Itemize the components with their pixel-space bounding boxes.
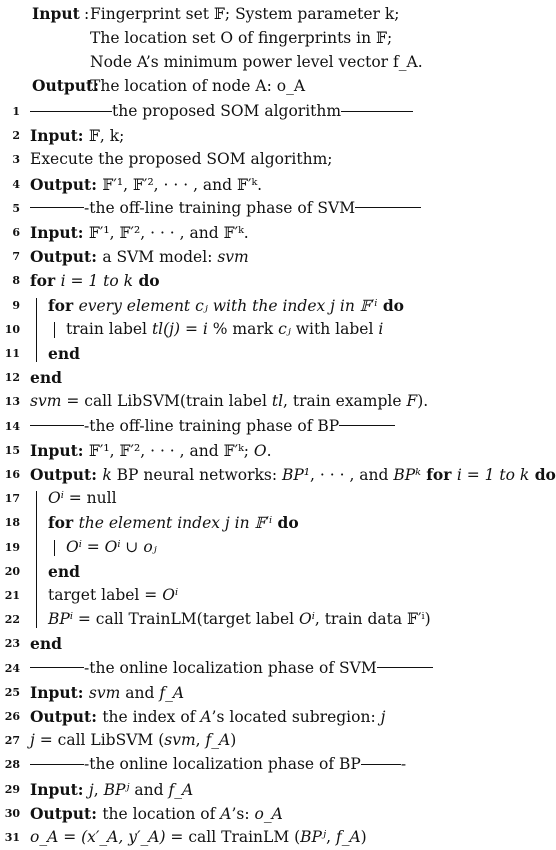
line-token: the index of — [102, 708, 201, 726]
line-token: Oⁱ — [162, 586, 179, 604]
algorithm-line — [0, 802, 505, 826]
algorithm-line — [0, 584, 505, 608]
line-token: do — [272, 513, 299, 533]
line-token: Oⁱ — [299, 610, 315, 629]
line-token: do — [529, 465, 556, 484]
algorithm-line — [0, 657, 505, 681]
line-token: every element cⱼ with the index j in 𝔽′ⁱ — [78, 296, 378, 315]
algorithm-line — [0, 342, 505, 366]
line-token: = call TrainLM ( — [165, 828, 301, 846]
line-token: cⱼ — [278, 319, 291, 338]
line-number: 1 — [12, 105, 20, 118]
separator-rule — [339, 425, 395, 426]
line-number: 9 — [12, 298, 20, 312]
algorithm-line — [0, 415, 505, 439]
algorithm-line — [0, 463, 556, 487]
line-token: f_A — [168, 780, 194, 799]
algorithm-line — [0, 221, 505, 245]
algorithm-line — [0, 390, 505, 414]
line-number: 26 — [4, 710, 20, 723]
line-token: , train example — [283, 392, 407, 411]
line-token: BPᵏ — [393, 466, 421, 484]
algorithm-line — [0, 124, 505, 148]
line-number: 29 — [4, 782, 20, 796]
separator-rule — [30, 764, 84, 765]
line-token: A — [200, 708, 212, 726]
block-rule — [54, 322, 55, 338]
line-token: A — [220, 804, 232, 823]
line-text — [48, 489, 117, 507]
line-number: 31 — [4, 831, 20, 844]
header-input-label: Input — [32, 4, 80, 23]
line-text — [30, 150, 333, 168]
line-text — [48, 562, 80, 581]
line-number: 21 — [4, 589, 20, 602]
block-rule — [36, 298, 37, 363]
block-rule — [36, 491, 37, 628]
line-token: end — [30, 634, 62, 654]
line-number: 19 — [4, 540, 20, 554]
line-token: end — [48, 561, 80, 581]
line-token: 𝔽′¹, 𝔽′², · · · , and 𝔽′ᵏ. — [88, 224, 249, 242]
block-rule — [54, 540, 55, 556]
separator-tail: - — [400, 755, 407, 774]
algorithm-line — [0, 294, 505, 318]
line-token: f_A — [335, 828, 361, 846]
line-token: svm — [30, 392, 62, 411]
section-separator — [30, 102, 413, 120]
line-token: Oⁱ — [104, 537, 121, 556]
line-token: Oⁱ — [66, 537, 82, 556]
line-token: = — [81, 537, 105, 556]
line-token: j — [88, 780, 94, 799]
line-text — [30, 175, 262, 194]
algorithm-line — [0, 148, 505, 172]
algorithm-line — [0, 826, 505, 850]
line-text — [30, 247, 249, 266]
line-text — [48, 586, 178, 604]
algorithm-line — [0, 269, 505, 293]
line-token: Oⁱ — [48, 489, 64, 508]
header-input-line-2: The location set O of fingerprints in 𝔽; — [90, 29, 393, 47]
separator-rule — [355, 207, 421, 208]
line-text — [30, 731, 236, 749]
header-input-line-1: Fingerprint set 𝔽; System parameter k; — [90, 5, 400, 23]
line-token: target label = — [48, 586, 163, 604]
line-text — [30, 392, 428, 410]
line-token: . — [266, 441, 272, 460]
line-text — [30, 804, 283, 823]
line-number: 2 — [12, 129, 20, 143]
line-token: Input: — [30, 126, 89, 146]
line-token: svm — [88, 683, 121, 702]
header-input-line-3: Node A’s minimum power level vector f_A. — [90, 53, 423, 71]
line-number: 7 — [12, 250, 20, 264]
line-text — [30, 828, 367, 846]
line-token: svm — [164, 731, 196, 750]
line-number: 11 — [4, 347, 20, 360]
line-token: % mark — [207, 319, 279, 338]
algorithm-line — [0, 173, 505, 197]
algorithm-line — [0, 100, 505, 124]
line-token: oⱼ — [143, 537, 157, 556]
algorithm-line — [0, 778, 505, 802]
algorithm-line — [0, 681, 505, 705]
line-token: for — [420, 465, 457, 484]
separator-label: -the online localization phase of SVM — [84, 658, 377, 677]
algorithm-line — [0, 439, 505, 463]
line-token: tl(j) = i — [151, 319, 208, 338]
line-token: Input: — [30, 440, 89, 460]
line-token: BP¹ — [281, 466, 311, 484]
line-token: for — [48, 295, 79, 315]
line-token: 𝔽′¹, 𝔽′², · · · , and 𝔽′ᵏ; — [88, 441, 254, 460]
algorithm-line — [0, 560, 505, 584]
line-token: ’s located subregion: — [211, 708, 381, 726]
line-token: end — [30, 368, 62, 388]
line-token: ’s: — [231, 804, 255, 823]
line-text — [48, 344, 80, 363]
line-token: i — [378, 319, 384, 338]
line-text — [30, 707, 385, 726]
line-token: for — [30, 271, 61, 291]
line-token: and — [120, 683, 160, 702]
line-number: 16 — [4, 468, 20, 481]
algorithm-line — [0, 753, 505, 777]
line-token: f_A — [159, 683, 185, 702]
line-number: 27 — [4, 734, 20, 748]
line-token: Input: — [30, 682, 89, 702]
line-token: 𝔽, k; — [88, 127, 125, 146]
section-separator — [30, 199, 421, 217]
algorithm-line — [0, 366, 505, 390]
line-text — [30, 780, 193, 799]
line-number: 20 — [4, 564, 20, 578]
line-number: 24 — [4, 661, 20, 675]
algorithm-line — [0, 197, 505, 221]
line-token: the element index j in 𝔽′ⁱ — [78, 514, 273, 533]
line-token: for — [48, 513, 79, 533]
algorithm-line — [0, 245, 505, 269]
line-token: ) — [360, 828, 367, 846]
line-token: = null — [63, 489, 117, 508]
line-token: Output: — [30, 803, 103, 823]
algorithm-line — [0, 729, 505, 753]
line-token: Output: — [30, 707, 103, 726]
separator-rule — [377, 667, 433, 668]
line-token: j — [30, 731, 35, 750]
line-token: , · · · , and — [310, 466, 394, 484]
line-number: 3 — [12, 153, 20, 167]
line-token: BPʲ — [103, 780, 130, 799]
line-token: , — [93, 780, 104, 799]
algorithm-line — [0, 632, 505, 656]
line-number: 6 — [12, 226, 20, 239]
header-output-text: The location of node A: o_A — [90, 77, 306, 95]
section-separator — [30, 417, 395, 435]
line-token: do — [377, 295, 404, 315]
separator-rule — [361, 764, 401, 765]
line-token: ). — [417, 392, 429, 411]
line-token: i = 1 to k — [456, 466, 530, 484]
line-text — [30, 126, 124, 145]
section-separator — [30, 755, 406, 773]
separator-label: -the off-line training phase of SVM — [84, 198, 356, 217]
line-text — [30, 223, 249, 242]
line-token: Output: — [30, 465, 103, 484]
header-output-label: Output: — [32, 76, 99, 95]
line-token: Input: — [30, 779, 89, 799]
line-number: 4 — [12, 177, 20, 191]
line-token: k — [102, 466, 112, 484]
line-text — [66, 320, 383, 338]
line-token: j — [380, 708, 386, 726]
line-token: Output: — [30, 174, 103, 194]
line-text — [66, 538, 157, 556]
line-token: = call LibSVM ( — [34, 731, 165, 750]
line-number: 28 — [4, 758, 20, 772]
line-token: Input: — [30, 223, 89, 242]
line-number: 22 — [4, 613, 20, 627]
line-text — [48, 296, 404, 315]
algorithm-line — [0, 511, 505, 535]
line-token: f_A — [205, 731, 231, 750]
separator-rule — [30, 111, 112, 112]
line-token: ∪ — [120, 537, 144, 556]
separator-rule — [30, 425, 84, 426]
line-token: , train data 𝔽′ⁱ) — [314, 610, 431, 629]
separator-label: -the off-line training phase of BP — [84, 416, 340, 435]
line-token: , — [326, 828, 336, 846]
line-text — [48, 610, 431, 628]
line-text — [30, 441, 272, 460]
line-number: 12 — [4, 371, 20, 385]
line-number: 23 — [4, 637, 20, 651]
line-token: F — [406, 392, 418, 411]
line-token: O — [253, 441, 267, 460]
header-input-colon: : — [84, 5, 90, 23]
line-text — [30, 271, 160, 290]
line-number: 13 — [4, 395, 20, 409]
line-text — [30, 368, 62, 387]
algorithm-line — [0, 536, 505, 560]
line-token: = call LibSVM(train label — [61, 392, 272, 411]
algorithm-line — [0, 608, 505, 632]
algorithm-line — [0, 318, 505, 342]
line-number: 5 — [12, 201, 20, 215]
line-number: 10 — [4, 322, 20, 336]
line-token: o_A = (x′_A, y′_A) — [30, 828, 166, 846]
separator-label: -the online localization phase of BP — [84, 755, 361, 774]
line-number: 30 — [4, 806, 20, 820]
line-token: do — [133, 271, 160, 291]
line-token: the location of — [102, 804, 221, 823]
line-token: , — [195, 731, 206, 750]
line-token: = call TrainLM(target label — [72, 610, 300, 629]
line-token: with label — [290, 319, 379, 338]
separator-rule — [30, 207, 84, 208]
line-token: Execute the proposed SOM algorithm; — [30, 150, 333, 169]
line-number: 25 — [4, 685, 20, 699]
section-separator — [30, 659, 433, 677]
line-text — [30, 683, 184, 702]
line-token: Output: — [30, 247, 103, 267]
line-text — [30, 465, 556, 484]
line-number: 8 — [12, 274, 20, 288]
line-token: svm — [217, 248, 249, 267]
line-token: train label — [66, 319, 152, 338]
algorithm-line — [0, 705, 505, 729]
line-token: BPʲ — [300, 828, 327, 846]
line-token: BPⁱ — [48, 610, 73, 629]
separator-label: the proposed SOM algorithm — [112, 102, 342, 120]
separator-rule — [341, 111, 413, 112]
line-number: 14 — [4, 419, 20, 433]
line-token: BP neural networks: — [111, 466, 282, 484]
line-number: 18 — [4, 516, 20, 530]
line-number: 15 — [4, 443, 20, 457]
line-token: end — [48, 344, 80, 363]
line-token: a SVM model: — [102, 248, 218, 267]
line-token: o_A — [254, 804, 283, 823]
algorithm-line — [0, 487, 505, 511]
line-token: tl — [271, 392, 284, 411]
line-token: and — [129, 780, 169, 799]
line-token: i = 1 to k — [60, 272, 134, 291]
line-number: 17 — [4, 492, 20, 506]
line-text — [30, 634, 62, 653]
line-text — [48, 513, 299, 532]
line-token: ) — [230, 731, 237, 750]
line-token: 𝔽′¹, 𝔽′², · · · , and 𝔽′ᵏ. — [102, 175, 263, 194]
separator-rule — [30, 667, 84, 668]
